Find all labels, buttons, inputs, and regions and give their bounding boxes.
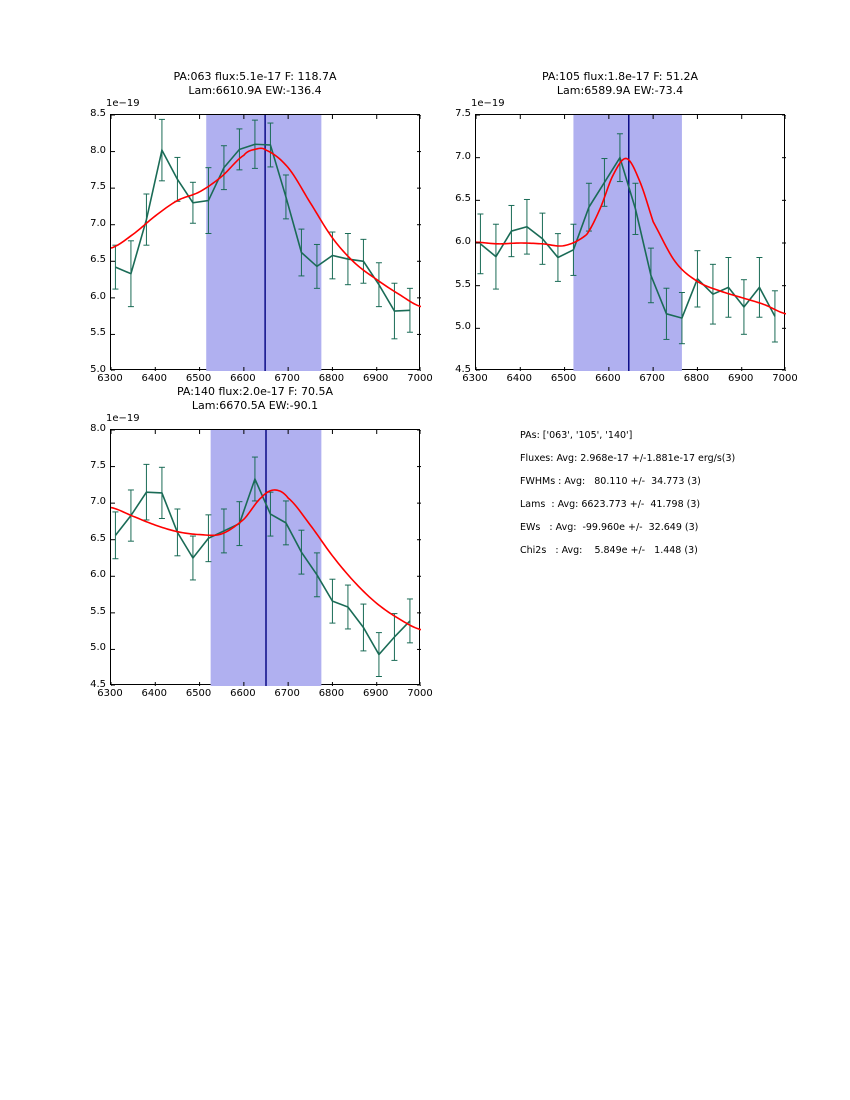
x-tick-label: 7000 bbox=[407, 373, 433, 384]
plot-svg-pa063 bbox=[111, 115, 421, 371]
panel-pa063 bbox=[80, 70, 433, 384]
panel-title-line2: Lam:6589.9A EW:-73.4 bbox=[556, 84, 684, 97]
x-tick-label: 6500 bbox=[185, 688, 212, 699]
y-tick-label: 6.0 bbox=[90, 290, 106, 302]
y-tick-label: 5.0 bbox=[455, 321, 471, 333]
y-tick-label: 8.0 bbox=[90, 423, 106, 434]
panel-title-line2: Lam:6610.9A EW:-136.4 bbox=[188, 84, 322, 97]
panel-pa105 bbox=[445, 70, 798, 384]
panel-pa140 bbox=[80, 385, 433, 699]
y-tick-label: 8.0 bbox=[90, 144, 106, 156]
x-tick-label: 6700 bbox=[274, 688, 300, 699]
panel-title-line1: PA:140 flux:2.0e-17 F: 70.5A bbox=[177, 385, 333, 398]
plot-area-pa063 bbox=[110, 114, 420, 370]
panel-title-line1: PA:105 flux:1.8e-17 F: 51.2A bbox=[542, 70, 698, 83]
x-tick-label: 6400 bbox=[506, 373, 532, 384]
summary-lams: Lams : Avg: 6623.773 +/- 41.798 (3) bbox=[520, 499, 701, 510]
y-exponent-label-pa140: 1e−19 bbox=[106, 413, 140, 424]
y-tick-label: 7.0 bbox=[90, 217, 106, 229]
x-tick-label: 6400 bbox=[141, 373, 167, 384]
x-tick-label: 6300 bbox=[97, 688, 123, 699]
x-tick-label: 7000 bbox=[407, 688, 433, 699]
y-tick-label: 5.5 bbox=[90, 327, 106, 339]
x-tick-label: 6900 bbox=[727, 373, 754, 384]
plot-area-pa140 bbox=[110, 429, 420, 685]
x-tick-label: 6300 bbox=[462, 373, 488, 384]
y-tick-label: 8.5 bbox=[90, 108, 106, 119]
plot-area-pa105 bbox=[475, 114, 785, 370]
panel-title-line2: Lam:6670.5A EW:-90.1 bbox=[191, 399, 319, 412]
y-tick-label: 5.0 bbox=[90, 364, 106, 375]
x-tick-label: 6700 bbox=[639, 373, 665, 384]
y-tick-label: 6.5 bbox=[455, 193, 471, 205]
y-tick-label: 7.0 bbox=[455, 150, 471, 162]
y-tick-label: 4.5 bbox=[90, 679, 106, 690]
x-tick-label: 6600 bbox=[230, 688, 256, 699]
summary-chi2s: Chi2s : Avg: 5.849e +/- 1.448 (3) bbox=[520, 545, 698, 556]
x-tick-label: 6600 bbox=[230, 373, 256, 384]
summary-ews: EWs : Avg: -99.960e +/- 32.649 (3) bbox=[520, 522, 699, 533]
summary-pas: PAs: ['063', '105', '140'] bbox=[520, 430, 633, 441]
x-tick-label: 6500 bbox=[550, 373, 577, 384]
summary-fwhms: FWHMs : Avg: 80.110 +/- 34.773 (3) bbox=[520, 476, 701, 487]
x-tick-label: 6700 bbox=[274, 373, 300, 384]
x-tick-label: 6900 bbox=[362, 373, 389, 384]
y-tick-label: 7.0 bbox=[90, 496, 106, 508]
x-tick-label: 6400 bbox=[141, 688, 167, 699]
y-tick-label: 5.0 bbox=[90, 642, 106, 654]
summary-block bbox=[520, 430, 820, 568]
y-tick-label: 7.5 bbox=[455, 108, 471, 119]
y-tick-label: 6.5 bbox=[90, 254, 106, 266]
y-tick-label: 6.0 bbox=[90, 569, 106, 581]
y-tick-label: 6.5 bbox=[90, 532, 106, 544]
y-exponent-label-pa063: 1e−19 bbox=[106, 98, 140, 109]
x-tick-label: 6500 bbox=[185, 373, 212, 384]
x-tick-label: 6600 bbox=[595, 373, 621, 384]
y-tick-label: 5.5 bbox=[455, 278, 471, 290]
x-tick-label: 6900 bbox=[362, 688, 389, 699]
y-tick-label: 4.5 bbox=[455, 364, 471, 375]
plot-svg-pa105 bbox=[476, 115, 786, 371]
plot-svg-pa140 bbox=[111, 430, 421, 686]
x-tick-label: 6800 bbox=[318, 688, 345, 699]
wavelength-band bbox=[573, 115, 682, 371]
y-tick-label: 5.5 bbox=[90, 605, 106, 617]
panel-title-pa063 bbox=[80, 70, 430, 98]
panel-title-pa140 bbox=[80, 385, 430, 413]
x-tick-label: 6800 bbox=[683, 373, 710, 384]
x-tick-label: 6300 bbox=[97, 373, 123, 384]
x-tick-label: 7000 bbox=[772, 373, 798, 384]
x-tick-label: 6800 bbox=[318, 373, 345, 384]
panel-title-pa105 bbox=[445, 70, 795, 98]
y-exponent-label-pa105: 1e−19 bbox=[471, 98, 505, 109]
summary-fluxes: Fluxes: Avg: 2.968e-17 +/-1.881e-17 erg/s(3) bbox=[520, 453, 736, 464]
panel-title-line1: PA:063 flux:5.1e-17 F: 118.7A bbox=[173, 70, 337, 83]
y-tick-label: 6.0 bbox=[455, 236, 471, 247]
y-tick-label: 7.5 bbox=[90, 181, 106, 193]
y-tick-label: 7.5 bbox=[90, 459, 106, 471]
